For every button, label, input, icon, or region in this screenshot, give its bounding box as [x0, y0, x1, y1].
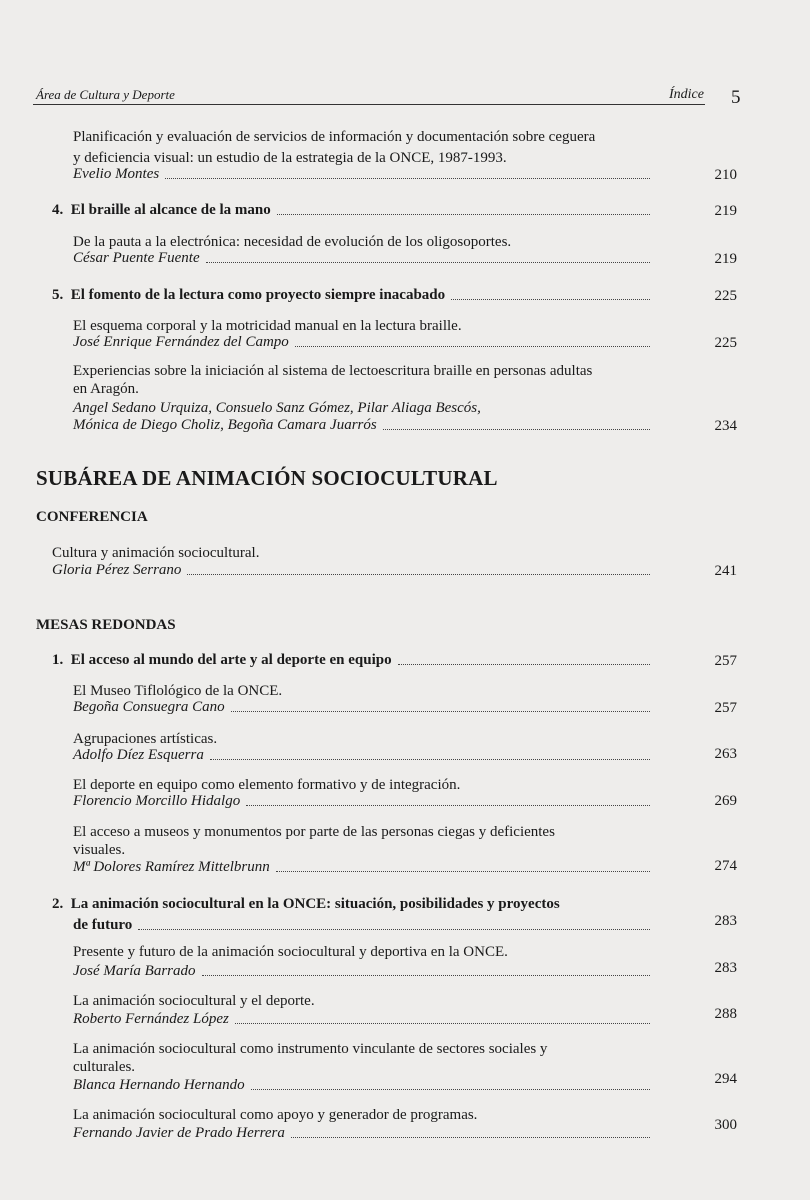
entry-author-row: [73, 165, 656, 183]
entry-author: Roberto Fernández López: [73, 1011, 229, 1027]
entry-author: José Enrique Fernández del Campo: [73, 334, 289, 350]
mesas-heading: MESAS REDONDAS: [36, 617, 176, 633]
running-header-left: Área de Cultura y Deporte: [36, 87, 175, 102]
entry-page: 288: [714, 1006, 737, 1022]
entry-author: César Puente Fuente: [73, 250, 200, 266]
entry-title-line: Experiencias sobre la iniciación al sistema de lectoescritura braille en personas adultas: [73, 363, 593, 379]
section-title: de futuro: [73, 917, 133, 933]
section-number: 1.: [52, 652, 64, 668]
entry-page: 219: [714, 251, 737, 267]
entry-title-line: Agrupaciones artísticas.: [73, 731, 218, 747]
subarea-title: SUBÁREA DE ANIMACIÓN SOCIOCULTURAL: [36, 466, 498, 490]
entry-page: 257: [714, 700, 737, 716]
entry-author-row: [73, 858, 656, 876]
entry-page: 283: [714, 960, 737, 976]
section-row: [52, 895, 560, 913]
section-page: 283: [714, 913, 737, 929]
section-title: El acceso al mundo del arte y al deporte en equipo: [70, 652, 392, 668]
entry-title-line: El esquema corporal y la motricidad manual en la lectura braille.: [73, 318, 462, 334]
entry-title-line: Planificación y evaluación de servicios de información y documentación sobre ceguera: [73, 129, 596, 145]
entry-page: 234: [714, 418, 737, 434]
entry-page: 225: [714, 335, 737, 351]
page-number: 5: [731, 87, 741, 108]
entry-author: Angel Sedano Urquiza, Consuelo Sanz Gómez, Pilar Aliaga Bescós,: [73, 400, 481, 416]
entry-page: 274: [714, 858, 737, 874]
section-row: [52, 651, 656, 669]
entry-title-line: La animación sociocultural y el deporte.: [73, 993, 315, 1009]
entry-author-row: [73, 1076, 656, 1094]
entry-author: Adolfo Díez Esquerra: [73, 747, 204, 763]
entry-page: 294: [714, 1071, 737, 1087]
entry-title-line: visuales.: [73, 842, 126, 858]
entry-author: Fernando Javier de Prado Herrera: [73, 1125, 285, 1141]
entry-page: 210: [714, 167, 737, 183]
entry-title-line: y deficiencia visual: un estudio de la estrategia de la ONCE, 1987-1993.: [73, 150, 507, 166]
entry-author: Begoña Consuegra Cano: [73, 699, 225, 715]
entry-title-line: El deporte en equipo como elemento formativo y de integración.: [73, 777, 461, 793]
section-row: [52, 286, 656, 304]
section-row-continued: [73, 916, 656, 934]
entry-author: Florencio Morcillo Hidalgo: [73, 793, 241, 809]
entry-author-row: [52, 561, 656, 579]
entry-author: Blanca Hernando Hernando: [73, 1077, 245, 1093]
section-title: La animación sociocultural en la ONCE: situación, posibilidades y proyectos: [70, 896, 560, 912]
entry-author-row: [73, 249, 656, 267]
section-title: El fomento de la lectura como proyecto siempre inacabado: [70, 287, 446, 303]
section-number: 2.: [52, 896, 64, 912]
section-page: 225: [714, 288, 737, 304]
entry-title-line: La animación sociocultural como instrumento vinculante de sectores sociales y: [73, 1041, 548, 1057]
section-title: El braille al alcance de la mano: [70, 202, 271, 218]
entry-author-row: [73, 1010, 656, 1028]
entry-author-row: [73, 333, 656, 351]
section-number: 5.: [52, 287, 64, 303]
entry-author-row: [73, 1124, 656, 1142]
entry-title-line: El acceso a museos y monumentos por parte de las personas ciegas y deficientes: [73, 824, 555, 840]
entry-page: 263: [714, 746, 737, 762]
entry-page: 241: [714, 563, 737, 579]
entry-page: 269: [714, 793, 737, 809]
entry-title-line: en Aragón.: [73, 381, 139, 397]
section-page: 257: [714, 653, 737, 669]
entry-title-line: culturales.: [73, 1059, 136, 1075]
entry-author: Gloria Pérez Serrano: [52, 562, 182, 578]
entry-title-line: De la pauta a la electrónica: necesidad de evolución de los oligosoportes.: [73, 234, 512, 250]
entry-page: 300: [714, 1117, 737, 1133]
entry-author-row: [73, 416, 656, 434]
entry-author-row: [73, 746, 656, 764]
conferencia-heading: CONFERENCIA: [36, 509, 148, 525]
entry-author: José María Barrado: [73, 963, 196, 979]
entry-author-row: [73, 962, 656, 980]
header-rule: [33, 104, 705, 105]
entry-author-row: [73, 792, 656, 810]
entry-author-row: [73, 698, 656, 716]
entry-title-line: La animación sociocultural como apoyo y generador de programas.: [73, 1107, 478, 1123]
entry-title-line: El Museo Tiflológico de la ONCE.: [73, 683, 283, 699]
section-row: [52, 201, 656, 219]
entry-author: Evelio Montes: [73, 166, 160, 182]
entry-author: Mª Dolores Ramírez Mittelbrunn: [73, 859, 270, 875]
entry-title-line: Cultura y animación sociocultural.: [52, 545, 260, 561]
section-page: 219: [714, 203, 737, 219]
running-header-right: Índice: [669, 87, 704, 102]
entry-author: Mónica de Diego Choliz, Begoña Camara Juarrós: [73, 417, 377, 433]
entry-title-line: Presente y futuro de la animación sociocultural y deportiva en la ONCE.: [73, 944, 508, 960]
section-number: 4.: [52, 202, 64, 218]
